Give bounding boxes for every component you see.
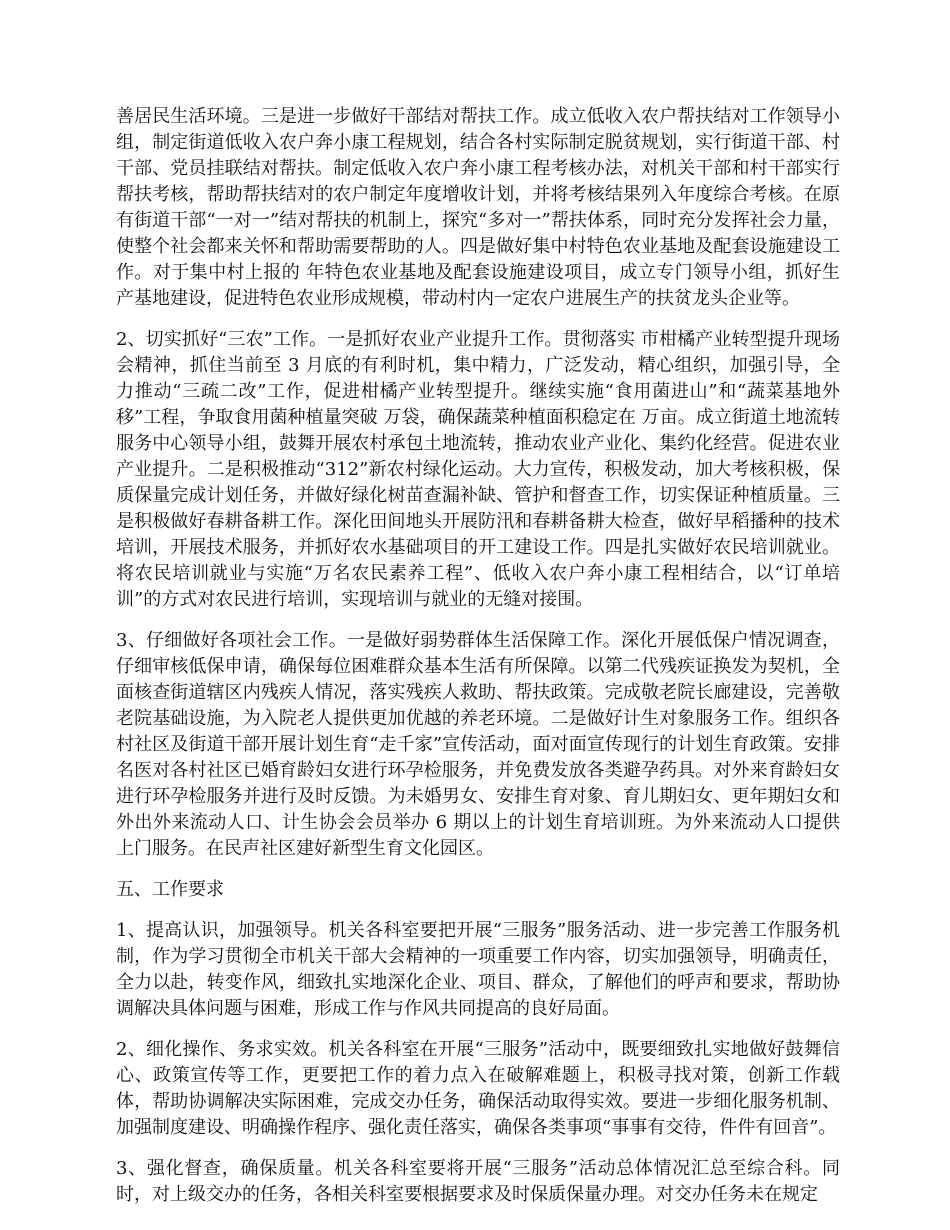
section-heading-work-requirements: 五、工作要求 [116, 879, 224, 900]
paragraph-poverty-relief: 善居民生活环境。三是进一步做好干部结对帮扶工作。成立低收入农户帮扶结对工作领导小组，制定街道低收入农户奔小康工程规划，结合各村实际制定脱贫规划，实行街道干部、村干部、党员挂联结对帮扶。制定低收入农户奔小康工程考核办法，对机关干部和村干部实行帮扶考核，帮助帮扶结对的农户制定年度增收计划，并将考核结果列入年度综合考核。在原有街道干部“一对一”结对帮扶的机制上，探究“多对一”帮扶体系，同时充分发挥社会力量，使整个社会都来关怀和帮助需要帮助的人。四是做好集中村特色农业基地及配套设施建设工作。对于集中村上报的 年特色农业基地及配套设施建设项目，成立专门领导小组，抓好生产基地建设，促进特色农业形成规模，带动村内一定农户进展生产的扶贫龙头企业等。 [116, 106, 840, 309]
paragraph-agriculture-work: 2、切实抓好“三农”工作。一是抓好农业产业提升工作。贯彻落实 市柑橘产业转型提升现场会精神，抓住当前至 3 月底的有利时机，集中精力，广泛发动，精心组织，加强引导，全力推动“三疏二改”工作，促进柑橘产业转型提升。继续实施“食用菌进山”和“蔬菜基地外移”工程，争取食用菌种植量突破 万袋，确保蔬菜种植面积稳定在 万亩。成立街道土地流转服务中心领导小组，鼓舞开展农村承包土地流转，推动农业产业化、集约化经营。促进农业产业提升。二是积极推动“312”新农村绿化运动。大力宣传，积极发动，加大考核积极，保质保量完成计划任务，并做好绿化树苗查漏补缺、管护和督查工作，切实保证种植质量。三是积极做好春耕备耕工作。深化田间地头开展防汛和春耕备耕大检查，做好早稻播种的技术培训，开展技术服务，并抓好农水基础项目的开工建设工作。四是扎实做好农民培训就业。将农民培训就业与实施“万名农民素养工程”、低收入农户奔小康工程相结合，以“订单培训”的方式对农民进行培训，实现培训与就业的无缝对接围。 [116, 329, 840, 610]
paragraph-supervision: 3、强化督查，确保质量。机关各科室要将开展“三服务”活动总体情况汇总至综合科。同时，对上级交办的任务，各相关科室要根据要求及时保质保量办理。对交办任务未在规定 [116, 1158, 840, 1205]
document-page [116, 104, 840, 1223]
paragraph-leadership: 1、提高认识，加强领导。机关各科室要把开展“三服务”服务活动、进一步完善工作服务机制，作为学习贯彻全市机关干部大会精神的一项重要工作内容，切实加强领导，明确责任，全力以赴，转变作风，细致扎实地深化企业、项目、群众，了解他们的呼声和要求，帮助协调解决具体问题与困难，形成工作与作风共同提高的良好局面。 [116, 920, 840, 1019]
paragraph-social-work: 3、仔细做好各项社会工作。一是做好弱势群体生活保障工作。深化开展低保户情况调查，仔细审核低保申请，确保每位困难群众基本生活有所保障。以第二代残疾证换发为契机，全面核查街道辖区内残疾人情况，落实残疾人救助、帮扶政策。完成敬老院长廊建设，完善敬老院基础设施，为入院老人提供更加优越的养老环境。二是做好计生对象服务工作。组织各村社区及街道干部开展计划生育“走千家”宣传活动，面对面宣传现行的计划生育政策。安排名医对各村社区已婚育龄妇女进行环孕检服务，并免费发放各类避孕药具。对外来育龄妇女进行环孕检服务并进行及时反馈。为未婚男女、安排生育对象、育儿期妇女、更年期妇女和外出外来流动人口、计生协会会员举办 6 期以上的计划生育培训班。为外来流动人口提供上门服务。在民声社区建好新型生育文化园区。 [116, 630, 840, 859]
paragraph-operations: 2、细化操作、务求实效。机关各科室在开展“三服务”活动中，既要细致扎实地做好鼓舞信心、政策宣传等工作，更要把工作的着力点入在破解难题上，积极寻找对策，创新工作载体，帮助协调解决实际困难，完成交办任务，确保活动取得实效。要进一步细化服务机制、加强制度建设、明确操作程序、强化责任落实，确保各类事项“事事有交待，件件有回音”。 [116, 1039, 840, 1138]
